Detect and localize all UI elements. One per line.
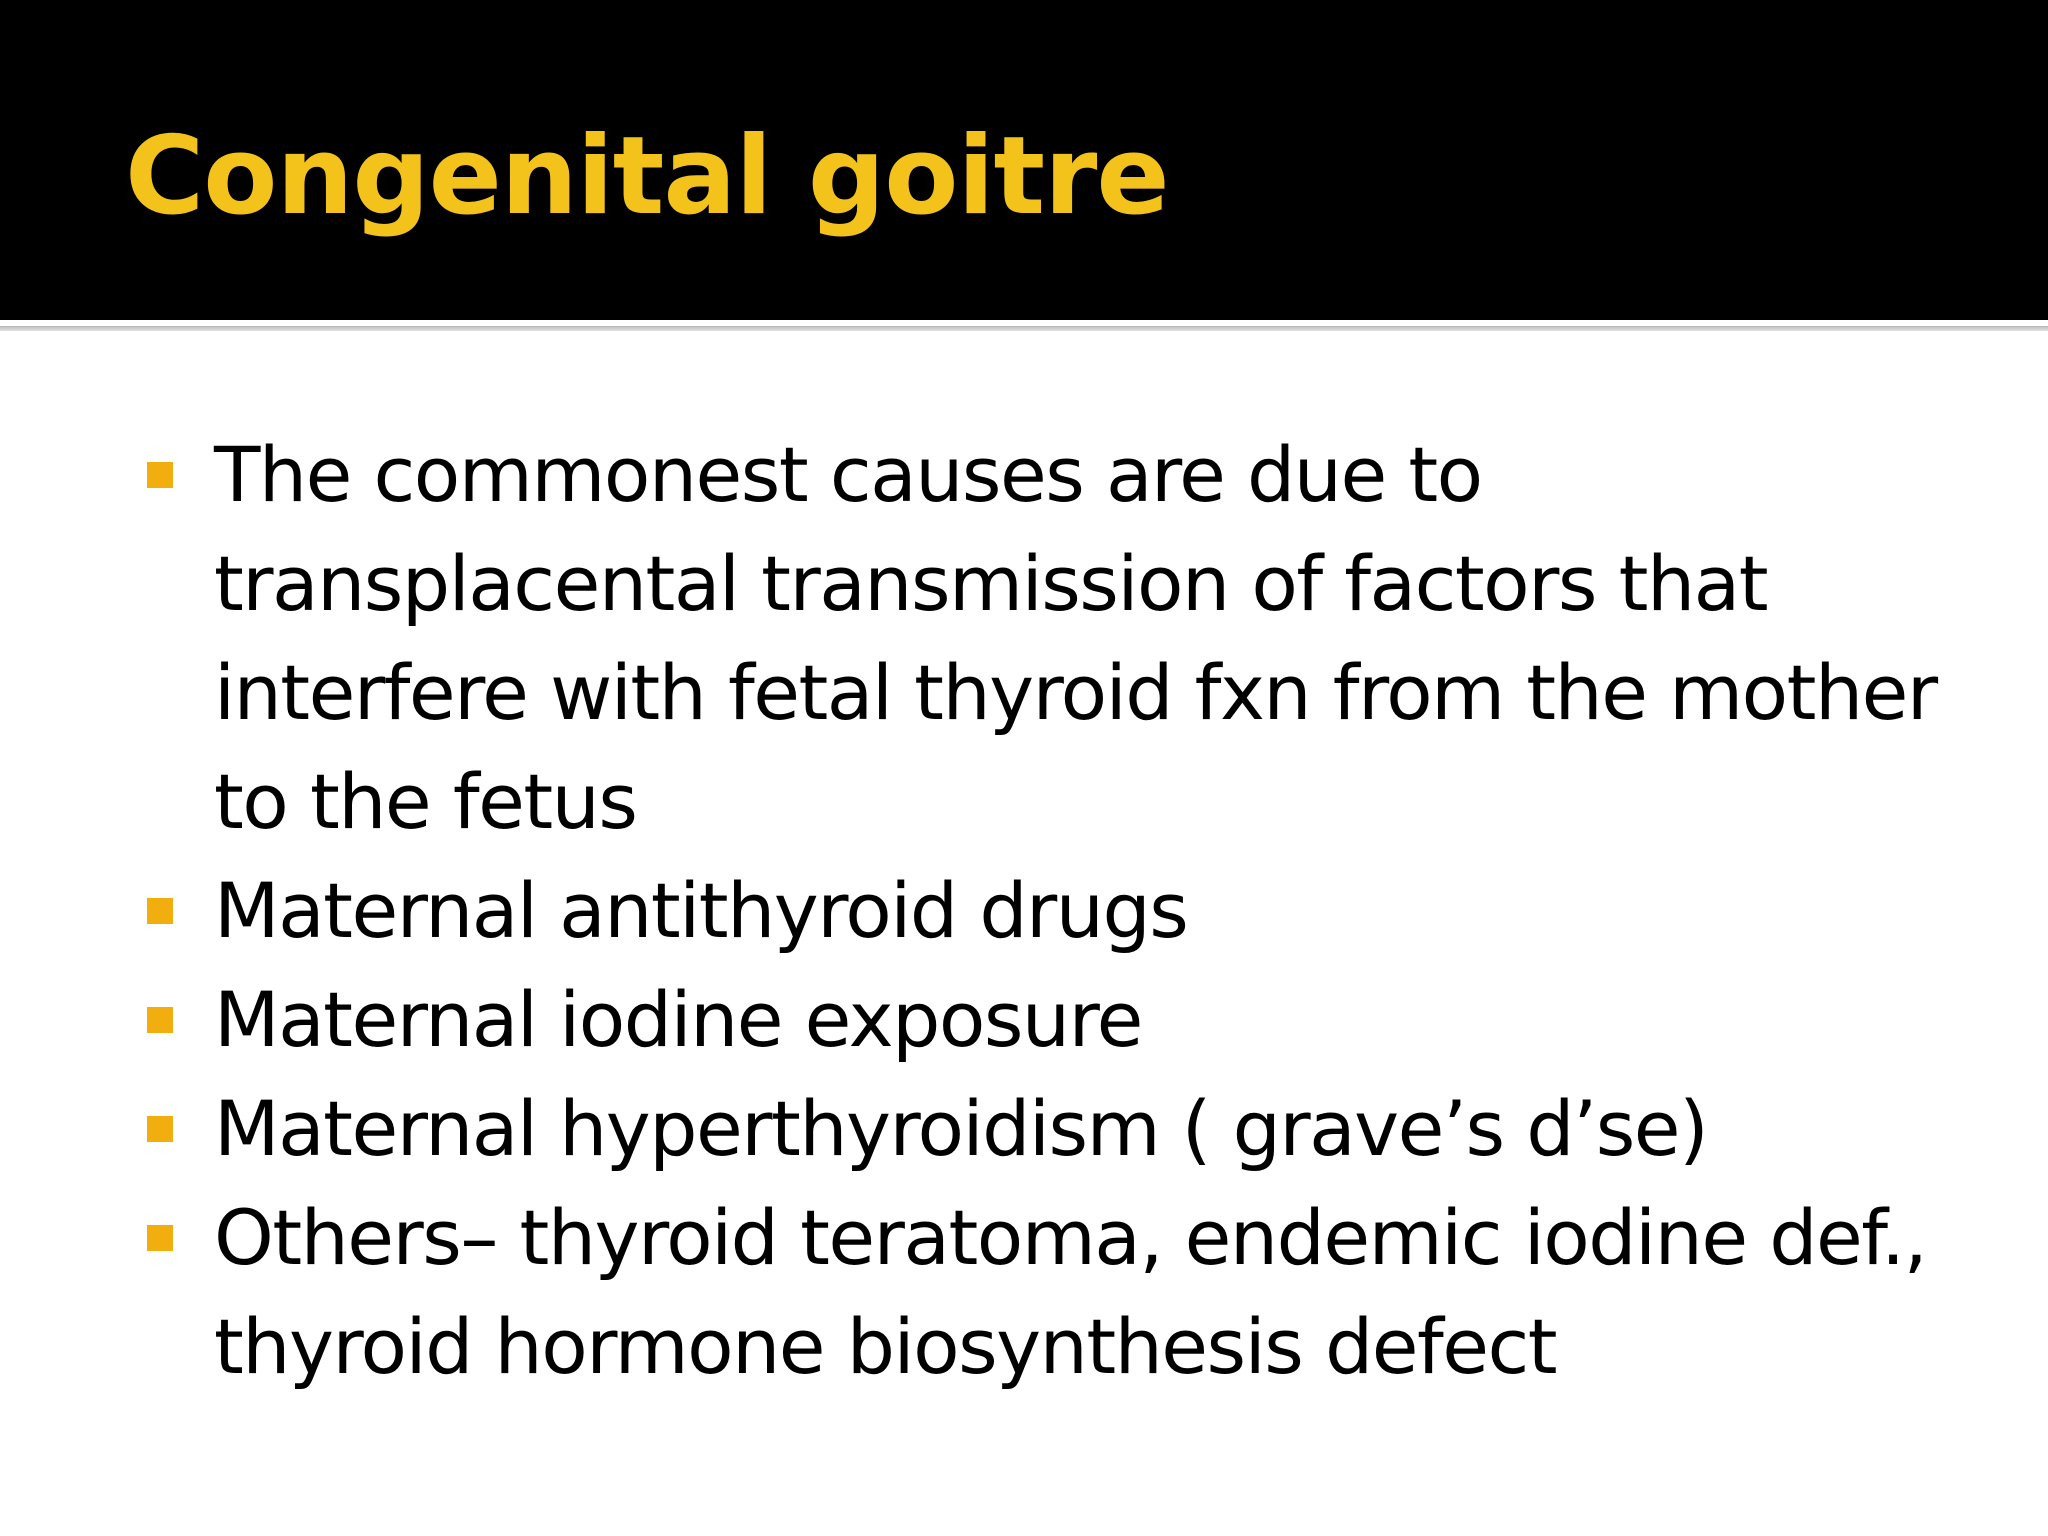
bullet-text: Maternal antithyroid drugs (214, 866, 1188, 955)
bullet-text: Maternal iodine exposure (214, 975, 1142, 1064)
bullet-item (142, 965, 1982, 1074)
bullet-item (142, 1183, 1982, 1401)
square-bullet-icon (147, 898, 173, 924)
bullet-item (142, 1074, 1982, 1183)
bullet-text: Others– thyroid teratoma, endemic iodine def., thyroid hormone biosynthesis defect (214, 1193, 1927, 1391)
bullet-text: The commonest causes are due to transplacental transmission of factors that interfere with fetal thyroid fxn from the mother to the fetus (214, 430, 1937, 846)
bullet-list (142, 420, 1982, 1401)
slide-title: Congenital goitre (125, 114, 1169, 239)
square-bullet-icon (147, 1007, 173, 1033)
square-bullet-icon (147, 462, 173, 488)
bullet-item (142, 856, 1982, 965)
square-bullet-icon (147, 1116, 173, 1142)
bullet-item (142, 420, 1982, 856)
title-bar (0, 0, 2048, 320)
square-bullet-icon (147, 1225, 173, 1251)
title-divider-gray (0, 326, 2048, 331)
bullet-text: Maternal hyperthyroidism ( grave’s d’se) (214, 1084, 1708, 1173)
